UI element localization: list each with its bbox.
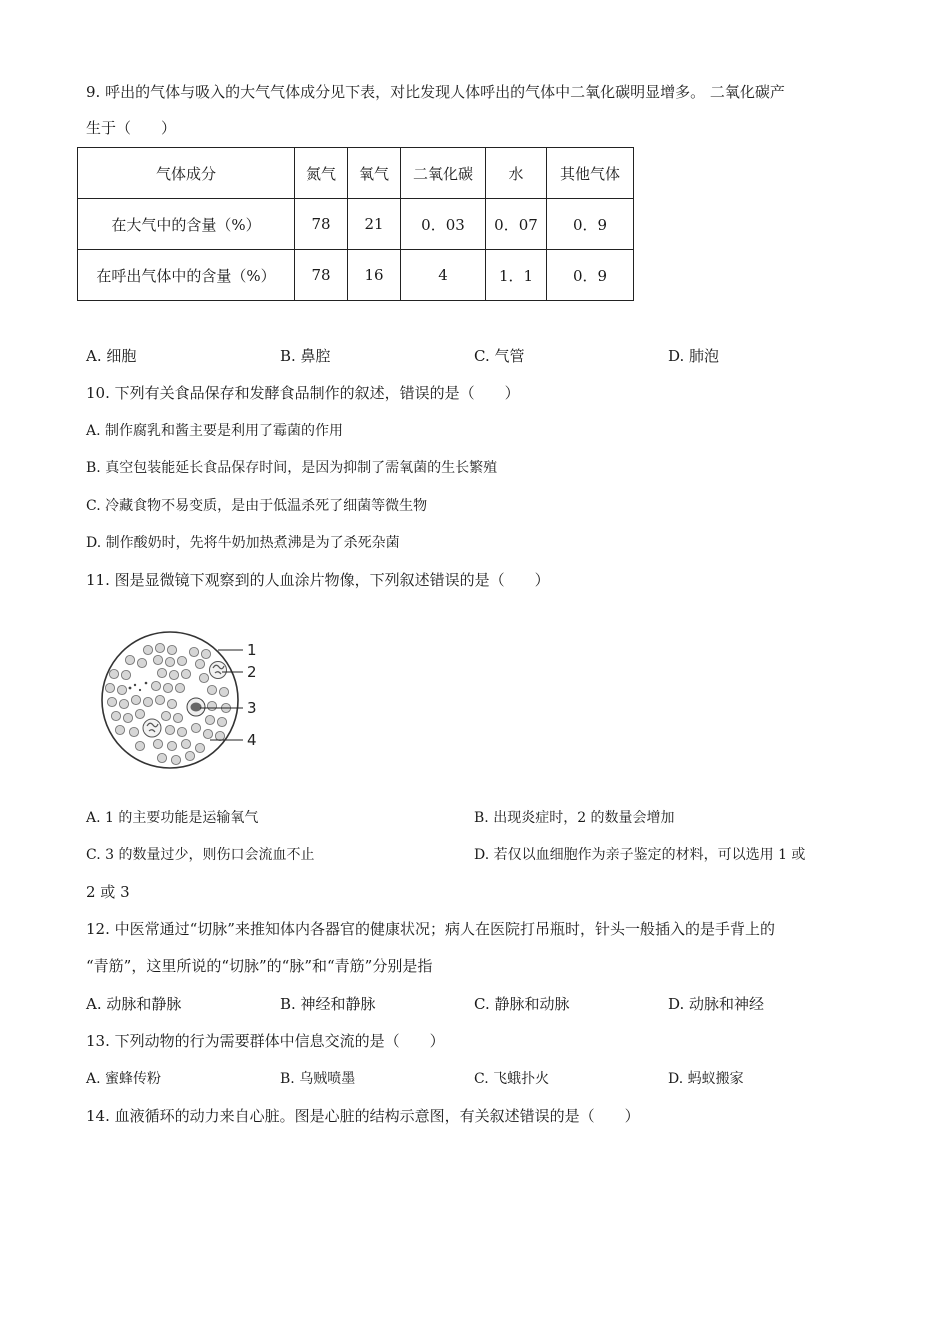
red-blood-cell <box>175 683 184 692</box>
q10-option-a: A. 制作腐乳和酱主要是利用了霉菌的作用 <box>86 423 344 439</box>
table-cell: 1．1 <box>486 250 547 301</box>
q13-option-d: D. 蚂蚁搬家 <box>668 1071 744 1087</box>
red-blood-cell <box>167 741 176 750</box>
q14-stem: 14. 血液循环的动力来自心脏。图是心脏的结构示意图，有关叙述错误的是（ ） <box>86 1107 640 1125</box>
red-blood-cell <box>155 643 164 652</box>
q9-option-d: D. 肺泡 <box>668 347 720 365</box>
table-header-cell: 二氧化碳 <box>401 148 486 199</box>
q11-option-a: A. 1 的主要功能是运输氧气 <box>86 810 259 826</box>
red-blood-cell <box>219 687 228 696</box>
red-blood-cell <box>205 715 214 724</box>
table-header-row <box>78 148 634 199</box>
q12-option-d: D. 动脉和神经 <box>668 995 765 1013</box>
diagram-label-2: 2 <box>247 663 257 681</box>
q12-option-a: A. 动脉和静脉 <box>86 995 182 1013</box>
red-blood-cell <box>217 717 226 726</box>
table-header-cell: 氧气 <box>348 148 401 199</box>
q9-option-a: A. 细胞 <box>86 347 137 365</box>
q9-stem-line2: 生于（ ） <box>86 119 177 137</box>
red-blood-cell <box>153 655 162 664</box>
red-blood-cell <box>195 659 204 668</box>
q13-stem: 13. 下列动物的行为需要群体中信息交流的是（ ） <box>86 1032 445 1050</box>
red-blood-cell <box>117 685 126 694</box>
red-blood-cell <box>157 668 166 677</box>
red-blood-cell <box>171 755 180 764</box>
red-blood-cell <box>109 669 118 678</box>
red-blood-cell <box>195 743 204 752</box>
q12-option-c: C. 静脉和动脉 <box>474 995 570 1013</box>
white-blood-cell <box>143 719 161 737</box>
red-blood-cell <box>129 727 138 736</box>
q9-option-c: C. 气管 <box>474 347 525 365</box>
red-blood-cell <box>135 741 144 750</box>
red-blood-cell <box>111 711 120 720</box>
q12-stem-line2: “青筋”，这里所说的“切脉”的“脉”和“青筋”分别是指 <box>86 957 433 975</box>
red-blood-cell <box>119 699 128 708</box>
blood-smear-diagram <box>100 628 270 778</box>
table-cell: 21 <box>348 199 401 250</box>
q13-option-a: A. 蜜蜂传粉 <box>86 1071 162 1087</box>
table-header-cell: 气体成分 <box>78 148 295 199</box>
table-cell: 0．03 <box>401 199 486 250</box>
red-blood-cell <box>131 695 140 704</box>
red-blood-cell <box>173 713 182 722</box>
diagram-label-4: 4 <box>247 731 257 749</box>
red-blood-cell <box>157 753 166 762</box>
red-blood-cell <box>125 655 134 664</box>
red-blood-cell <box>135 709 144 718</box>
q9-stem-line1: 9. 呼出的气体与吸入的大气气体成分见下表，对比发现人体呼出的气体中二氧化碳明显增多。 二氧化碳产 <box>86 83 785 101</box>
q12-option-b: B. 神经和静脉 <box>280 995 376 1013</box>
table-cell: 0．9 <box>547 199 634 250</box>
q11-option-c: C. 3 的数量过少，则伤口会流血不止 <box>86 847 315 863</box>
red-blood-cell <box>207 685 216 694</box>
table-row <box>78 199 634 250</box>
table-cell: 4 <box>401 250 486 301</box>
red-blood-cell <box>123 713 132 722</box>
q10-option-d: D. 制作酸奶时，先将牛奶加热煮沸是为了杀死杂菌 <box>86 535 400 551</box>
red-blood-cell <box>115 725 124 734</box>
red-blood-cell <box>191 723 200 732</box>
red-blood-cell <box>155 695 164 704</box>
table-cell: 16 <box>348 250 401 301</box>
red-blood-cell <box>169 670 178 679</box>
red-blood-cell <box>161 711 170 720</box>
red-blood-cell <box>143 645 152 654</box>
table-cell: 在大气中的含量（%） <box>78 199 295 250</box>
diagram-label-3: 3 <box>247 699 257 717</box>
table-cell: 78 <box>295 250 348 301</box>
red-blood-cell <box>165 657 174 666</box>
table-header-cell: 氮气 <box>295 148 348 199</box>
q12-stem-line1: 12. 中医常通过“切脉”来推知体内各器官的健康状况；病人在医院打吊瓶时，针头一般插入的是手背上的 <box>86 920 775 938</box>
q9-option-b: B. 鼻腔 <box>280 347 331 365</box>
red-blood-cell <box>181 739 190 748</box>
q11-option-d: D. 若仅以血细胞作为亲子鉴定的材料，可以选用 1 或 <box>474 847 806 863</box>
red-blood-cell <box>153 739 162 748</box>
table-cell: 0．9 <box>547 250 634 301</box>
red-blood-cell <box>151 681 160 690</box>
table-cell: 0．07 <box>486 199 547 250</box>
red-blood-cell <box>181 669 190 678</box>
diagram-label-1: 1 <box>247 641 257 659</box>
q11-option-b: B. 出现炎症时，2 的数量会增加 <box>474 810 675 826</box>
table-cell: 78 <box>295 199 348 250</box>
red-blood-cell <box>201 649 210 658</box>
red-blood-cell <box>107 697 116 706</box>
gas-composition-table <box>77 147 634 301</box>
table-header-cell: 水 <box>486 148 547 199</box>
red-blood-cell <box>167 699 176 708</box>
red-blood-cell <box>105 683 114 692</box>
red-blood-cell <box>177 656 186 665</box>
table-cell: 在呼出气体中的含量（%） <box>78 250 295 301</box>
red-blood-cell <box>167 645 176 654</box>
q10-stem: 10. 下列有关食品保存和发酵食品制作的叙述，错误的是（ ） <box>86 384 520 402</box>
red-blood-cell <box>137 658 146 667</box>
nucleated-cell <box>187 698 205 716</box>
q10-option-c: C. 冷藏食物不易变质，是由于低温杀死了细菌等微生物 <box>86 498 428 514</box>
red-blood-cell <box>185 751 194 760</box>
white-blood-cell <box>210 662 227 679</box>
red-blood-cell <box>121 670 130 679</box>
table-header-cell: 其他气体 <box>547 148 634 199</box>
red-blood-cell <box>207 701 216 710</box>
q11-option-d-continued: 2 或 3 <box>86 883 130 901</box>
red-blood-cell <box>143 697 152 706</box>
red-blood-cell <box>199 673 208 682</box>
red-blood-cell <box>165 725 174 734</box>
red-blood-cell <box>215 731 224 740</box>
q13-option-b: B. 乌贼喷墨 <box>280 1071 356 1087</box>
q10-option-b: B. 真空包装能延长食品保存时间，是因为抑制了需氧菌的生长繁殖 <box>86 460 498 476</box>
q13-option-c: C. 飞蛾扑火 <box>474 1071 550 1087</box>
q11-stem: 11. 图是显微镜下观察到的人血涂片物像，下列叙述错误的是（ ） <box>86 571 550 589</box>
red-blood-cell <box>203 729 212 738</box>
table-row <box>78 250 634 301</box>
red-blood-cell <box>189 647 198 656</box>
red-blood-cell <box>163 683 172 692</box>
red-blood-cell <box>177 727 186 736</box>
